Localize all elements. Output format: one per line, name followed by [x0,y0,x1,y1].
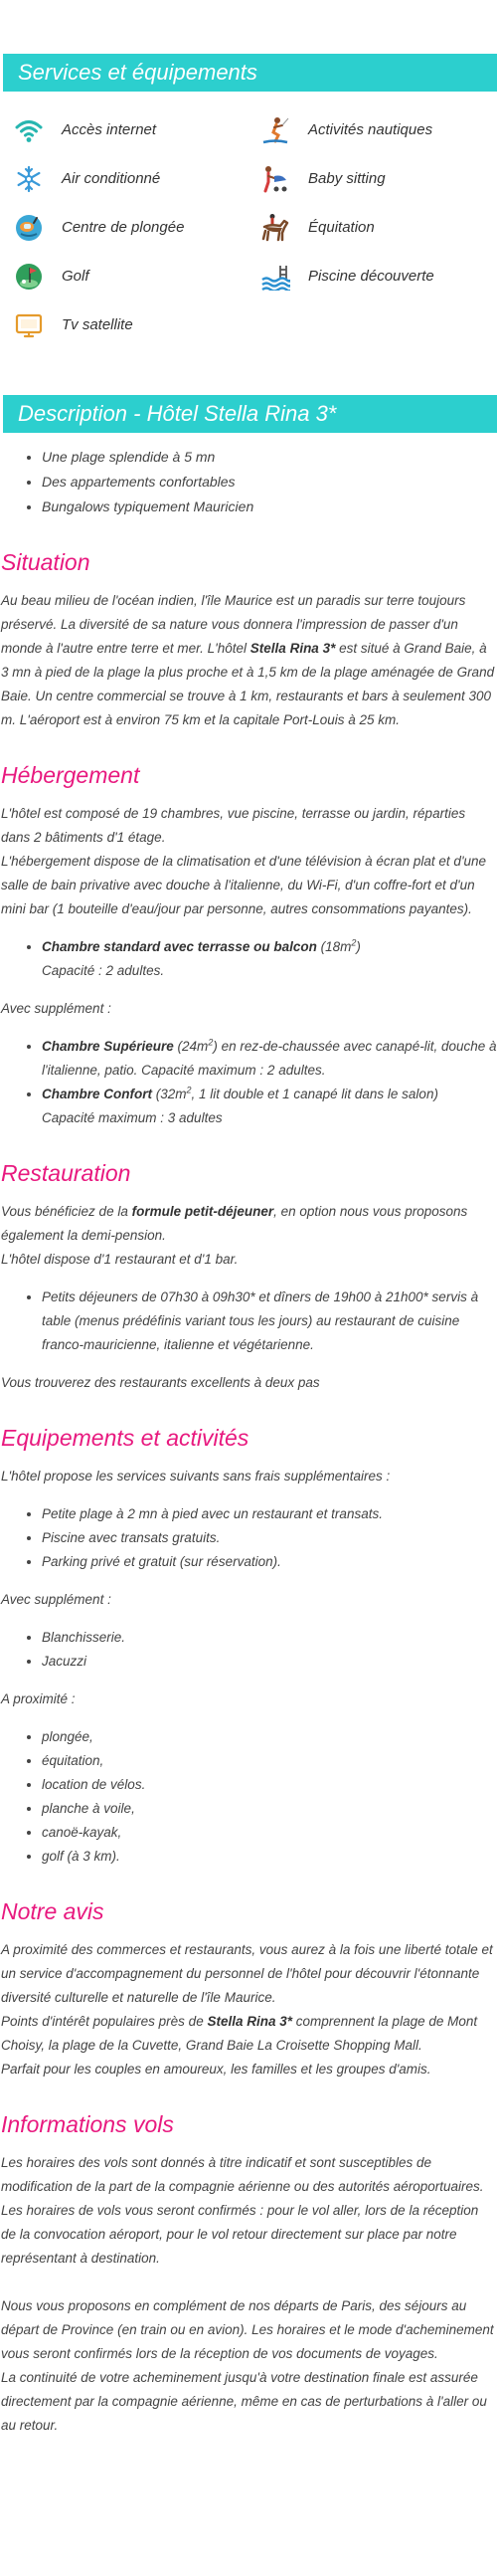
restauration-paragraph: Vous bénéficiez de la formule petit-déjeuner, en option nous vous proposons également la demi-pension. [1,1204,468,1243]
description-banner [3,395,497,433]
snowflake-icon [14,164,44,194]
list-item: • Petite plage à 2 mn à pied avec un restaurant et transats. [42,1502,497,1526]
restauration-paragraph: L'hôtel dispose d'1 restaurant et d'1 bar. [1,1252,239,1267]
service-item-water-sports [248,105,497,154]
service-label: Air conditionné [62,169,161,187]
equipements-intro: L'hôtel propose les services suivants sans frais supplémentaires : [1,1469,391,1484]
services-banner [3,54,497,92]
list-item: • Blanchisserie. [42,1626,497,1650]
avis-paragraph: A proximité des commerces et restaurants, vous aurez à la fois une liberté totale et un service d'accompagnement du personnel de l'hôtel pour découvrir l'étonnante diversité culturelle et naturelle de l'île Maurice. [1,1942,493,2005]
list-item: • équitation, [42,1749,497,1773]
standard-room-list [0,935,497,983]
service-label: Accès internet [62,120,157,138]
service-label: Golf [62,267,89,285]
golf-icon [14,262,44,292]
swimming-pool-icon [260,262,290,292]
supplement-label: Avec supplément : [1,1001,111,1016]
list-item: • Chambre Supérieure $(24m^2)$ en rez-de-chaussée avec canapé-lit, douche à l'italienne, patio. Capacité maximum : 2 adultes. [42,1035,497,1083]
spacer [0,2271,497,2294]
service-label: Piscine découverte [308,267,434,285]
service-label: Équitation [308,218,375,236]
nearby-list [0,1725,497,1869]
situation-paragraph: Au beau milieu de l'océan indien, l'île Maurice est un paradis sur terre toujours préservé. La diversité de sa nature vous donnera l'impression de passer d'un monde à l'autre entre terre et mer. L'hôtel Stella Rina 3* est situé à Grand Baie, à 3 mn à pied de la plage la plus proche et à 1,5 km de la plage aménagée de Grand Baie. Un centre commercial se trouve à 1 km, restaurants et bars à seulement 300 m. L'aéroport est à environ 75 km et la capitale Port-Louis à 25 km. [1,593,495,727]
stroller-icon [260,164,290,194]
hebergement-paragraph: L'hôtel est composé de 19 chambres, vue piscine, terrasse ou jardin, réparties dans 2 bâtiments d'1 étage. [1,806,466,845]
service-label: Tv satellite [62,315,133,333]
service-item-diving-center [0,203,248,252]
vols-paragraph: Les horaires des vols sont donnés à titre indicatif et sont susceptibles de modification de la part de la compagnie aérienne ou des autorités aéroportuaires. [1,2155,484,2194]
service-item-swimming-pool [248,252,497,300]
service-label: Baby sitting [308,169,386,187]
list-item: • canoë-kayak, [42,1821,497,1845]
diving-icon [14,213,44,243]
avis-paragraph: Points d'intérêt populaires près de Stella Rina 3* comprennent la plage de Mont Choisy, la plage de la Cuvette, Grand Baie La Croisette Shopping Mall. [1,2014,478,2053]
services-grid [0,92,497,349]
services-title: Services et équipements [18,60,257,85]
list-item: • Bungalows typiquement Mauricien [42,495,497,519]
list-item: • Jacuzzi [42,1650,497,1674]
list-item: • Chambre standard avec terrasse ou balcon $(18m^2)$ Capacité : 2 adultes. [42,935,497,983]
avis-heading: Notre avis [1,1898,104,1924]
description-title: Description - Hôtel Stella Rina 3* [18,401,337,426]
vols-heading: Informations vols [1,2111,174,2137]
vols-paragraph: La continuité de votre acheminement jusqu'à votre destination finale est assurée directement par la compagnie aérienne, même en cas de perturbations à l'aller ou au retour. [1,2370,487,2433]
waterski-icon [260,115,290,145]
supplement-label: Avec supplément : [1,1592,111,1607]
list-item: • Des appartements confortables [42,470,497,495]
list-item: • location de vélos. [42,1773,497,1797]
list-item: • golf (à 3 km). [42,1845,497,1869]
situation-heading: Situation [1,549,90,575]
hebergement-heading: Hébergement [1,762,140,788]
list-item: • Chambre Confort ($32m^2$, 1 lit double et 1 canapé lit dans le salon) Capacité maximum : 3 adultes [42,1083,497,1130]
service-item-air-conditioning [0,154,248,203]
service-label: Centre de plongée [62,218,185,236]
service-label: Activités nautiques [308,120,433,138]
horse-rider-icon [260,213,290,243]
nearby-label: A proximité : [1,1691,76,1706]
vols-paragraph: Les horaires de vols vous seront confirmés : pour le vol aller, lors de la réception de la convocation aéroport, pour le vol retour directement sur place par notre représentant à destination. [1,2203,479,2266]
vols-paragraph: Nous vous proposons en complément de nos départs de Paris, des séjours au départ de Province (en train ou en avion). Les horaires et le mode d'acheminement vous seront confirmés lors de la réception de vos documents de voyages. [1,2298,494,2361]
service-item-baby-sitting [248,154,497,203]
list-item: • Parking privé et gratuit (sur réservation). [42,1550,497,1574]
service-item-internet [0,105,248,154]
supplement-room-list [0,1035,497,1130]
restauration-paragraph: Vous trouverez des restaurants excellents à deux pas [1,1375,320,1390]
equipements-heading: Equipements et activités [1,1425,249,1451]
list-item: • planche à voile, [42,1797,497,1821]
service-item-satellite-tv [0,300,248,349]
service-item-golf [0,252,248,300]
list-item: • Une plage splendide à 5 mn [42,445,497,470]
hebergement-paragraph: L'hébergement dispose de la climatisation et d'une télévision à écran plat et d'une salle de bain privative avec douche à l'italienne, du Wi-Fi, d'un coffre-fort et d'un mini bar (1 bouteille d'eau/jour par personne, autres consommations payantes). [1,854,487,916]
list-item: • Piscine avec transats gratuits. [42,1526,497,1550]
description-highlights [0,445,497,519]
free-services-list [0,1502,497,1574]
avis-paragraph: Parfait pour les couples en amoureux, les familles et les groupes d'amis. [1,2062,431,2077]
list-item: • plongée, [42,1725,497,1749]
paid-services-list [0,1626,497,1674]
wifi-icon [14,115,44,145]
list-item: • Petits déjeuners de 07h30 à 09h30* et dîners de 19h00 à 21h00* servis à table (menus prédéfinis variant tous les jours) au restaurant de cuisine franco-mauricienne, italienne et végétarienne. [42,1286,497,1357]
service-item-horse-riding [248,203,497,252]
restauration-list [0,1286,497,1357]
tv-icon [14,310,44,340]
restauration-heading: Restauration [1,1160,131,1186]
